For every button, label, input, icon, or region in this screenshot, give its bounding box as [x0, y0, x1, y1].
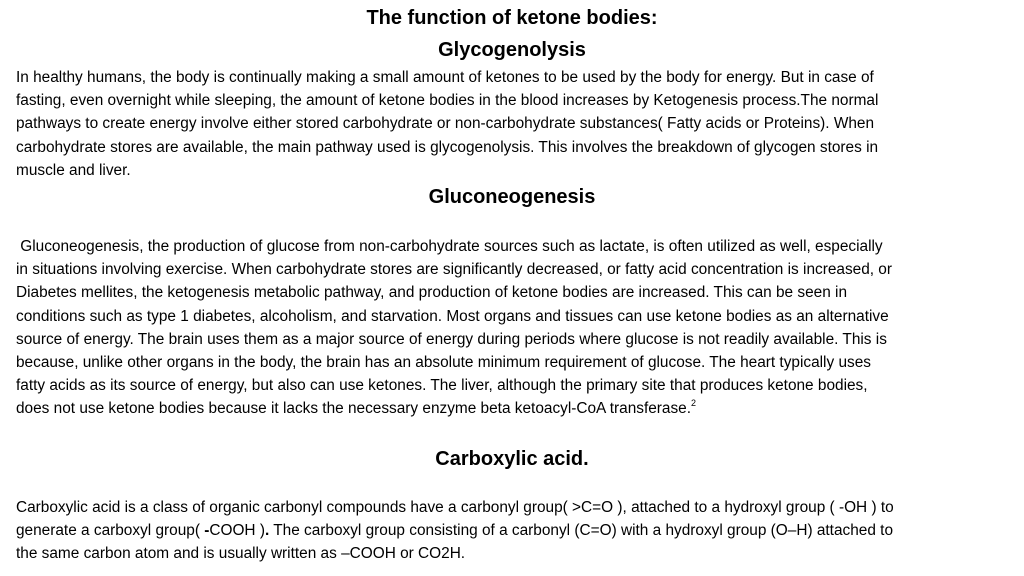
text-line: In healthy humans, the body is continually making a small amount of ketones to be used by the body for energy. But in case of — [16, 69, 874, 86]
page-title: The function of ketone bodies: — [366, 7, 658, 29]
text-segment-bold: - — [204, 522, 210, 540]
paragraph-carboxylic-acid — [16, 496, 1020, 566]
text-line: conditions such as type 1 diabetes, alcoholism, and starvation. Most organs and tissues can use ketone bodies as an alternative — [16, 307, 889, 325]
text-line: Gluconeogenesis, the production of glucose from non-carbohydrate sources such as lactate, is often utilized as well, especially — [16, 238, 883, 255]
text-line: the same carbon atom and is usually written as –COOH or CO2H. — [16, 545, 466, 563]
paragraph-gluconeogenesis — [16, 235, 1020, 421]
text-line: Carboxylic acid is a class of organic carbonyl compounds have a carbonyl group( >C=O ), attached to a hydroxyl group ( -OH ) to — [16, 499, 894, 516]
text-segment: The carboxyl group consisting of a carbonyl (C=O) with a hydroxyl group (O–H) attached to — [269, 522, 893, 540]
footnote-marker: 2 — [691, 398, 697, 409]
text-line — [16, 519, 1020, 542]
text-line: in situations involving exercise. When carbohydrate stores are significantly decreased, or fatty acid concentration is increased, or — [16, 261, 892, 279]
text-line: Diabetes mellites, the ketogenesis metabolic pathway, and production of ketone bodies are increased. This can be seen in — [16, 284, 848, 302]
text-segment-bold: . — [264, 522, 270, 540]
heading-glycogenolysis: Glycogenolysis — [438, 39, 586, 61]
text-line-content: does not use ketone bodies because it lacks the necessary enzyme beta ketoacyl-CoA transferase. — [16, 400, 692, 418]
heading-carboxylic-acid: Carboxylic acid. — [435, 448, 589, 470]
text-line: fasting, even overnight while sleeping, the amount of ketone bodies in the blood increases by Ketogenesis process.The normal — [16, 92, 879, 110]
text-line: source of energy. The brain uses them as a major source of energy during periods where glucose is not readily available. This is — [16, 330, 887, 348]
text-segment: COOH ) — [209, 522, 265, 540]
heading-gluconeogenesis: Gluconeogenesis — [428, 186, 596, 208]
text-line: carbohydrate stores are available, the main pathway used is glycogenolysis. This involves the breakdown of glycogen stores in — [16, 138, 879, 156]
text-line: fatty acids as its source of energy, but also can use ketones. The liver, although the primary site that produces ketone bodies, — [16, 377, 868, 395]
text-line: muscle and liver. — [16, 161, 131, 179]
text-segment: generate a carboxyl group( — [16, 522, 205, 540]
paragraph-glycogenolysis — [16, 66, 1020, 182]
text-line — [16, 397, 1020, 420]
text-line: because, unlike other organs in the body, the brain has an absolute minimum requirement of glucose. The heart typically uses — [16, 353, 871, 371]
text-line: pathways to create energy involve either stored carbohydrate or non-carbohydrate substances( Fatty acids or Proteins). When — [16, 115, 875, 133]
